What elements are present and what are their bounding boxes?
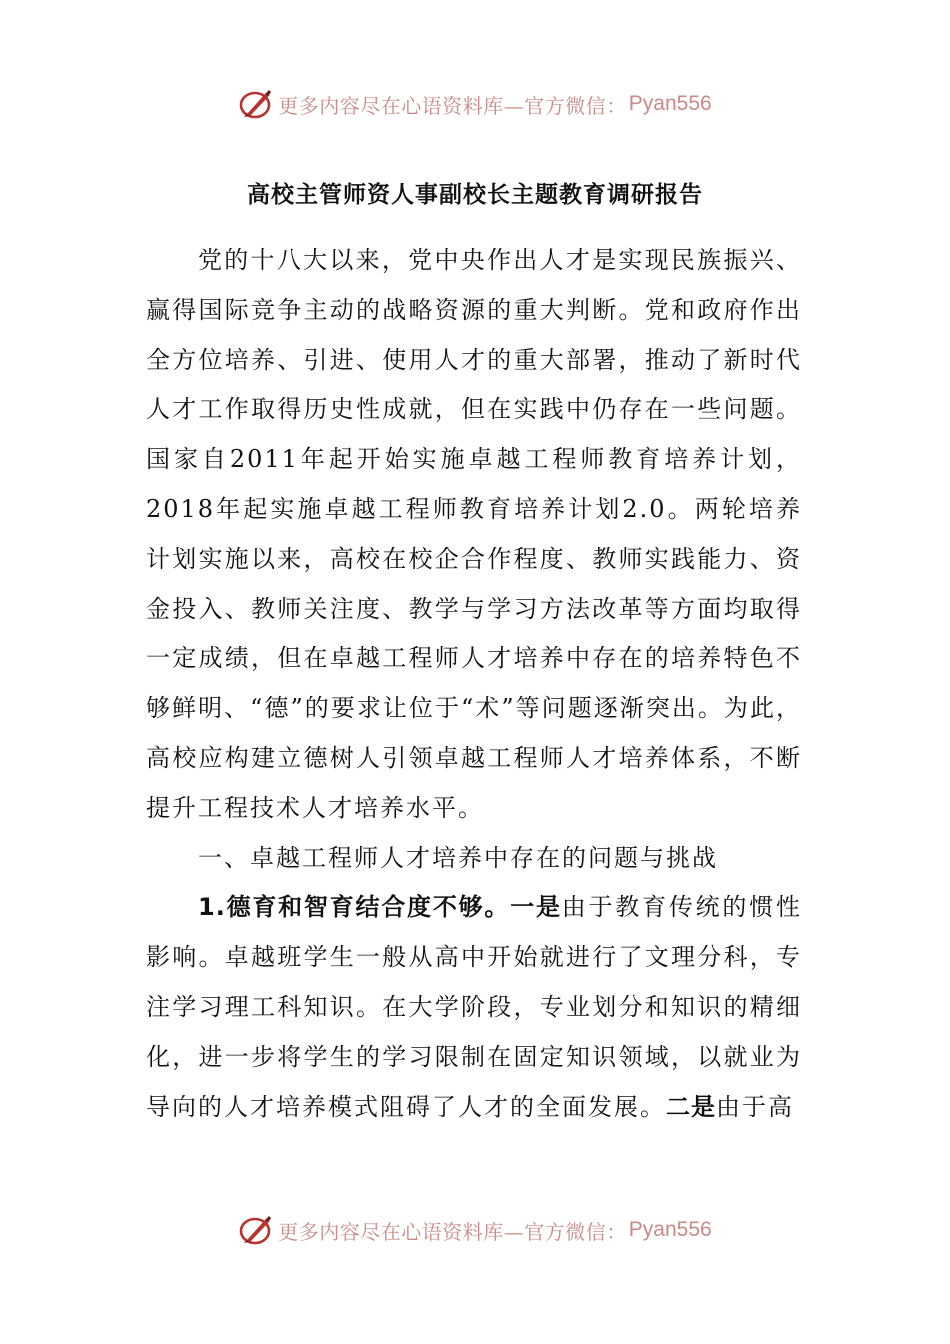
document-title: 高校主管师资人事副校长主题教育调研报告	[247, 182, 703, 208]
watermark-handle: Pyan556	[628, 1218, 712, 1241]
watermark-text: 更多内容尽在心语资料库—官方微信：	[278, 93, 627, 118]
document-body	[146, 236, 802, 1132]
point-1-text-2: 由于高	[716, 1092, 794, 1121]
pen-logo-icon	[238, 86, 274, 122]
pen-logo-icon	[238, 1212, 274, 1248]
point-1-marker-2: 二是	[666, 1092, 716, 1121]
point-1-text-1: 由于教育传统的惯性影响。卓越班学生一般从高中开始就进行了文理分科，专注学习理工科知识。在大学阶段，专业划分和知识的精细化，进一步将学生的学习限制在固定知识领域，以就业为导向的人才培养模式阻碍了人才的全面发展。	[146, 893, 802, 1121]
watermark-footer	[0, 1210, 950, 1250]
point-1-marker-1: 一是	[510, 893, 562, 922]
section-heading: 一、卓越工程师人才培养中存在的问题与挑战	[198, 843, 718, 872]
watermark-handle: Pyan556	[628, 92, 712, 115]
point-1-paragraph	[146, 883, 802, 1132]
watermark-header	[0, 84, 950, 124]
intro-paragraph: 党的十八大以来，党中央作出人才是实现民族振兴、赢得国际竞争主动的战略资源的重大判断。党和政府作出全方位培养、引进、使用人才的重大部署，推动了新时代人才工作取得历史性成就，但在实践中仍存在一些问题。国家自2011年起开始实施卓越工程师教育培养计划，2018年起实施卓越工程师教育培养计划2.0。两轮培养计划实施以来，高校在校企合作程度、教师实践能力、资金投入、教师关注度、教学与学习方法改革等方面均取得一定成绩，但在卓越工程师人才培养中存在的培养特色不够鲜明、“德”的要求让位于“术”等问题逐渐突出。为此，高校应构建立德树人引领卓越工程师人才培养体系，不断提升工程技术人才培养水平。	[146, 246, 802, 822]
watermark-text: 更多内容尽在心语资料库—官方微信：	[278, 1219, 627, 1244]
point-1-heading: 1.德育和智育结合度不够。	[198, 893, 511, 922]
